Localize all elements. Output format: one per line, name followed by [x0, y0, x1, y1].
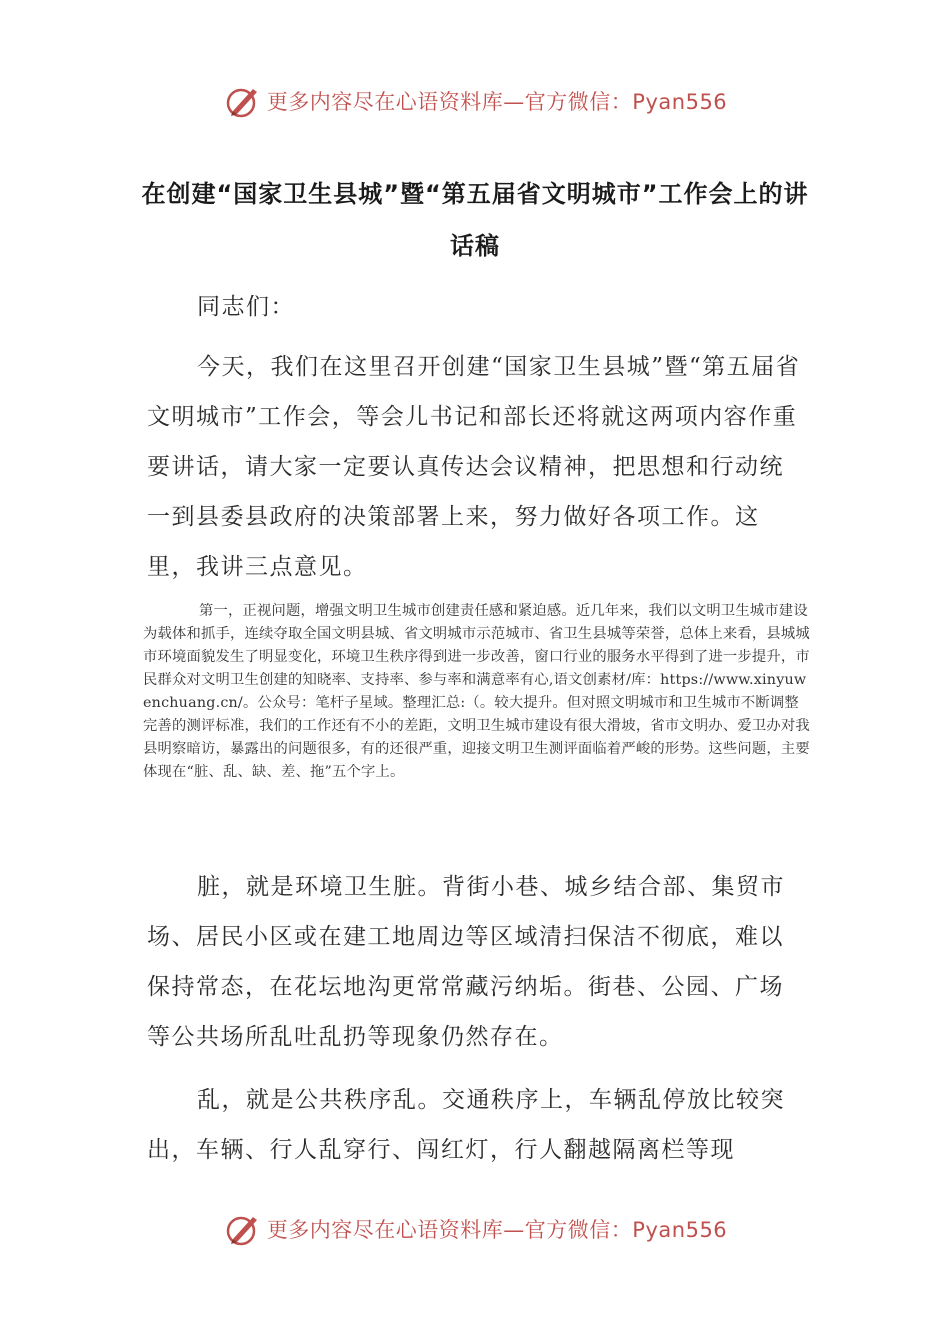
watermark-banner-bottom	[0, 1205, 950, 1253]
dirty-paragraph: 脏，就是环境卫生脏。背街小巷、城乡结合部、集贸市场、居民小区或在建工地周边等区域清扫保洁不彻底，难以保持常态，在花坛地沟更常常藏污纳垢。街巷、公园、广场等公共场所乱吐乱扔等现象仍然存在。	[147, 874, 785, 1050]
chaos-paragraph: 乱，就是公共秩序乱。交通秩序上，车辆乱停放比较突出，车辆、行人乱穿行、闯红灯，行人翻越隔离栏等现	[147, 1087, 785, 1163]
salutation: 同志们：	[197, 294, 295, 320]
pen-circle-logo-icon	[223, 1209, 263, 1249]
watermark-banner-top	[0, 77, 950, 125]
intro-paragraph: 今天，我们在这里召开创建“国家卫生县城”暨“第五届省文明城市”工作会，等会儿书记和部长还将就这两项内容作重要讲话，请大家一定要认真传达会议精神，把思想和行动统一到县委县政府的决策部署上来，努力做好各项工作。这里，我讲三点意见。	[147, 354, 801, 580]
document-title: 在创建“国家卫生县城”暨“第五届省文明城市”工作会上的讲话稿	[141, 180, 809, 260]
point-one-paragraph: 第一，正视问题，增强文明卫生城市创建责任感和紧迫感。近几年来，我们以文明卫生城市建设为载体和抓手，连续夺取全国文明县城、省文明城市示范城市、省卫生县城等荣誉，总体上来看，县城城市环境面貌发生了明显变化，环境卫生秩序得到进一步改善，窗口行业的服务水平得到了进一步提升，市民群众对文明卫生创建的知晓率、支持率、参与率和满意率有心,语文创素材/库：https://www.xinyuwenchuang.cn/。公众号：笔杆子星域。整理汇总:（。较大提升。但对照文明城市和卫生城市不断调整完善的测评标准，我们的工作还有不小的差距，文明卫生城市建设有很大滑坡，省市文明办、爱卫办对我县明察暗访，暴露出的问题很多，有的还很严重，迎接文明卫生测评面临着严峻的形势。这些问题，主要体现在“脏、乱、缺、差、拖”五个字上。	[143, 603, 810, 780]
pen-circle-logo-icon	[223, 81, 263, 121]
watermark-text: 更多内容尽在心语资料库—官方微信：Pyan556	[266, 1218, 728, 1242]
watermark-text: 更多内容尽在心语资料库—官方微信：Pyan556	[266, 90, 728, 114]
